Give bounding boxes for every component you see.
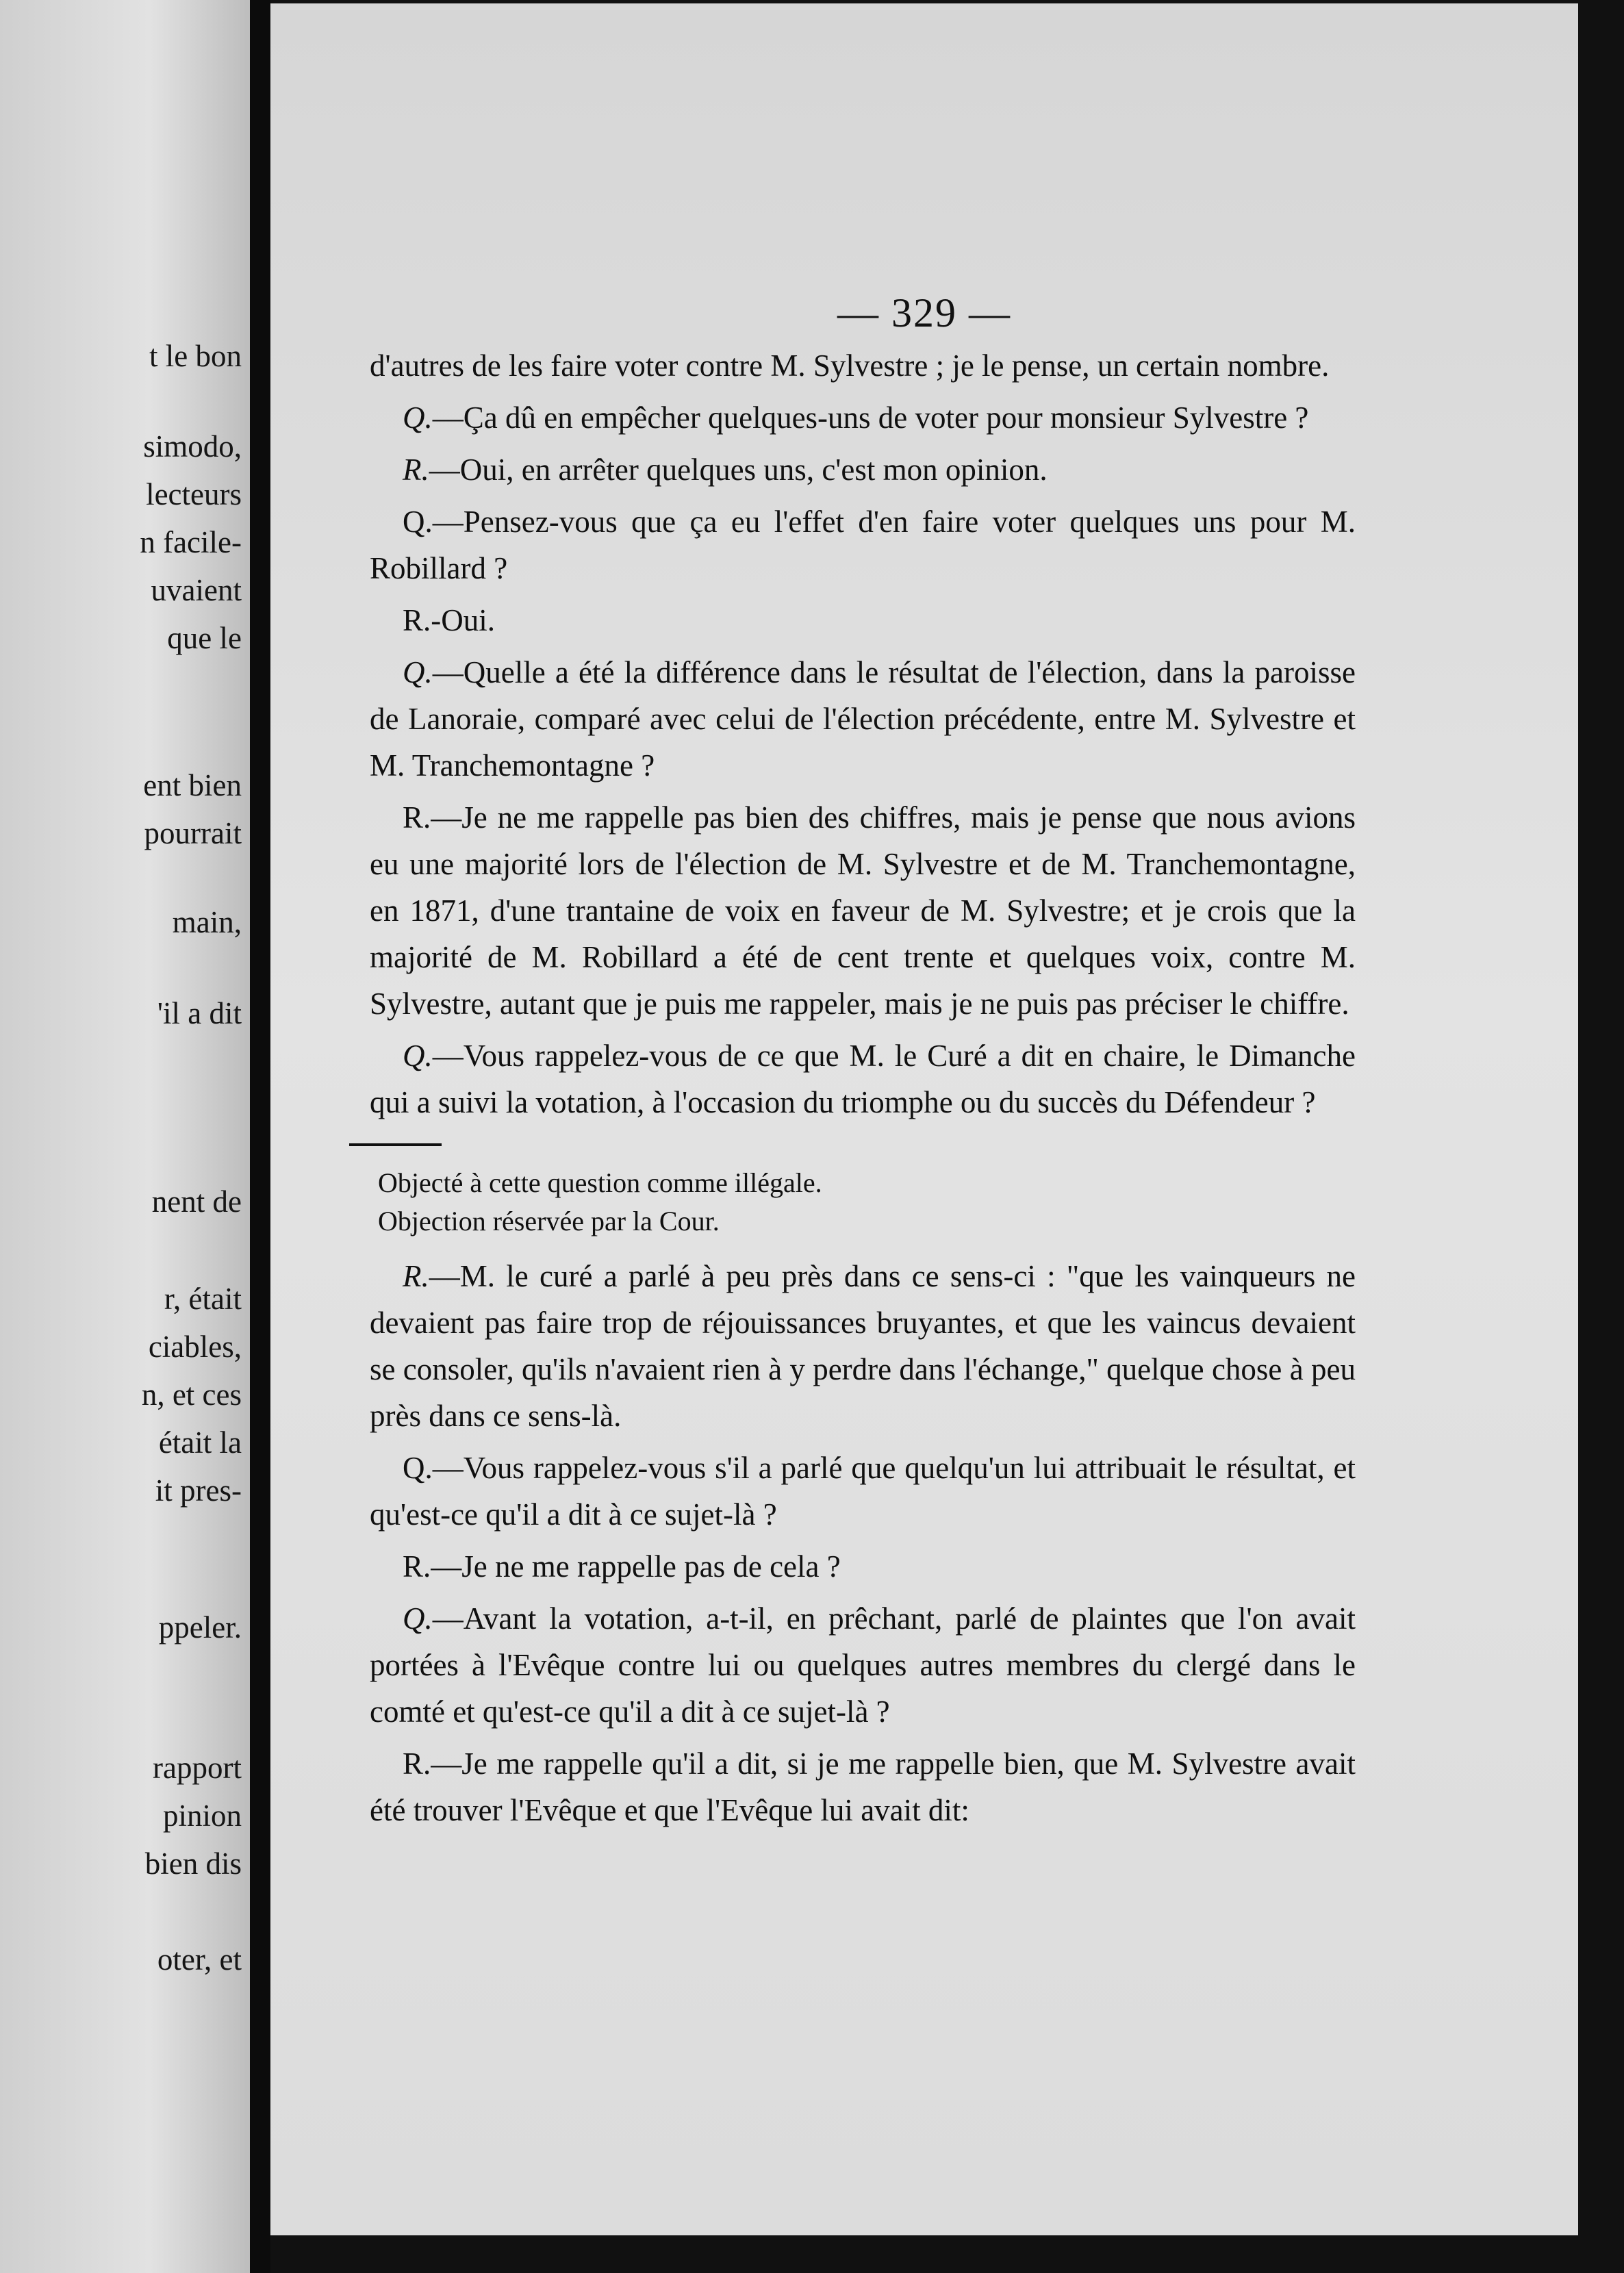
left-page-line-fragment: ppeler. [158, 1610, 242, 1645]
dialogue-before-note [370, 342, 1356, 1126]
left-page-line-fragment: nent de [151, 1184, 242, 1219]
left-page-line-fragment: était la [158, 1425, 242, 1460]
left-page-line-fragment: n, et ces [141, 1377, 242, 1412]
paragraph-text: —Je ne me rappelle pas de cela ? [431, 1549, 841, 1584]
paragraph-text: —Pensez-vous que ça eu l'effet d'en faire voter quelques uns pour M. Robillard ? [370, 505, 1356, 585]
left-page-line-fragment: r, était [164, 1282, 242, 1316]
right-page [270, 3, 1578, 2235]
dialogue-paragraph [370, 794, 1356, 1027]
dialogue-paragraph [370, 446, 1356, 493]
speaker-label: Q. [403, 1601, 433, 1636]
paragraph-text: —Avant la votation, a-t-il, en prêchant, parlé de plaintes que l'on avait portées à l'Evêque contre lui ou quelques autres membres du clergé dans le comté et qu'est-ce qu'il a dit à ce sujet-là ? [370, 1601, 1356, 1729]
speaker-label: R. [403, 800, 431, 835]
dialogue-paragraph [370, 649, 1356, 789]
paragraph-text: —Je ne me rappelle pas bien des chiffres, mais je pense que nous avions eu une majorité lors de l'élection de M. Sylvestre et de M. Tranchemontagne, en 1871, d'une trantaine de voix en faveur de M. Sylvestre; et je crois que la majorité de M. Robillard a été de cent trente et quelques voix, contre M. Sylvestre, autant que je puis me rappeler, mais je ne puis pas préciser le chiffre. [370, 800, 1356, 1021]
left-page-line-fragment: bien dis [144, 1846, 242, 1881]
speaker-label: Q. [403, 1039, 433, 1073]
left-page-line-fragment: uvaient [151, 573, 242, 607]
left-page-line-fragment: ent bien [143, 768, 242, 802]
left-page-line-fragment: pourrait [144, 816, 242, 850]
left-page-line-fragment: ciables, [148, 1330, 242, 1364]
page-body [370, 342, 1356, 1839]
speaker-label: R. [403, 1747, 431, 1781]
left-page-line-fragment: rapport [153, 1751, 242, 1785]
page-number: — 329 — [837, 290, 1011, 335]
speaker-label: Q. [403, 505, 433, 539]
speaker-label: R. [403, 1259, 429, 1293]
dialogue-paragraph [370, 1595, 1356, 1735]
footnote-rule [349, 1143, 442, 1146]
paragraph-text: -Oui. [431, 603, 496, 637]
paragraph-text: —Vous rappelez-vous s'il a parlé que quelqu'un lui attribuait le résultat, et qu'est-ce qu'il a dit à ce sujet-là ? [370, 1451, 1356, 1532]
left-page-line-fragment: oter, et [157, 1942, 242, 1977]
objection-note: Objection réservée par la Cour. [378, 1206, 720, 1236]
paragraph-text: d'autres de les faire voter contre M. Sylvestre ; je le pense, un certain nombre. [370, 348, 1330, 383]
paragraph-text: —Oui, en arrêter quelques uns, c'est mon opinion. [429, 453, 1048, 487]
paragraph-text: —Quelle a été la différence dans le résultat de l'élection, dans la paroisse de Lanoraie, comparé avec celui de l'élection précédente, entre M. Sylvestre et M. Tranchemontagne ? [370, 655, 1356, 783]
left-page-line-fragment: pinion [162, 1799, 242, 1833]
left-page-line-fragment: simodo, [143, 429, 242, 464]
objection-note: Objecté à cette question comme illégale. [378, 1167, 822, 1198]
speaker-label: R. [403, 453, 429, 487]
speaker-label: R. [403, 1549, 431, 1584]
speaker-label: Q. [403, 655, 433, 689]
left-page-line-fragment: lecteurs [146, 477, 242, 511]
left-page-line-fragment: t le bon [149, 339, 242, 373]
dialogue-paragraph [370, 1253, 1356, 1439]
speaker-label: Q. [403, 401, 433, 435]
paragraph-text: —Vous rappelez-vous de ce que M. le Curé a dit en chaire, le Dimanche qui a suivi la votation, à l'occasion du triomphe ou du succès du Défendeur ? [370, 1039, 1356, 1119]
speaker-label: Q. [403, 1451, 433, 1485]
scan-border [1578, 0, 1624, 2273]
dialogue-paragraph [370, 1445, 1356, 1538]
book-spine [250, 0, 270, 2273]
dialogue-paragraph [370, 342, 1356, 389]
dialogue-paragraph [370, 597, 1356, 644]
left-page-line-fragment: que le [167, 621, 242, 655]
paragraph-text: —Je me rappelle qu'il a dit, si je me rappelle bien, que M. Sylvestre avait été trouver l'Evêque et que l'Evêque lui avait dit: [370, 1747, 1356, 1827]
dialogue-paragraph [370, 1740, 1356, 1833]
dialogue-paragraph [370, 498, 1356, 592]
dialogue-after-note [370, 1253, 1356, 1833]
left-page-line-fragment: n facile- [140, 525, 242, 559]
objection-notes [370, 1164, 1356, 1241]
paragraph-text: —M. le curé a parlé à peu près dans ce sens-ci : "que les vainqueurs ne devaient pas faire trop de réjouissances bruyantes, et que les vaincus devaient se consoler, qu'ils n'avaient rien à y perdre dans l'échange," quelque chose à peu près dans ce sens-là. [370, 1259, 1356, 1433]
left-page-line-fragment: it pres- [155, 1473, 242, 1508]
dialogue-paragraph [370, 1543, 1356, 1590]
dialogue-paragraph [370, 394, 1356, 441]
left-page-line-fragment: 'il a dit [157, 996, 242, 1030]
left-page-line-fragment: main, [172, 905, 242, 939]
paragraph-text: —Ça dû en empêcher quelques-uns de voter pour monsieur Sylvestre ? [432, 401, 1309, 435]
left-page-edge [0, 0, 250, 2273]
speaker-label: R. [403, 603, 431, 637]
dialogue-paragraph [370, 1032, 1356, 1126]
